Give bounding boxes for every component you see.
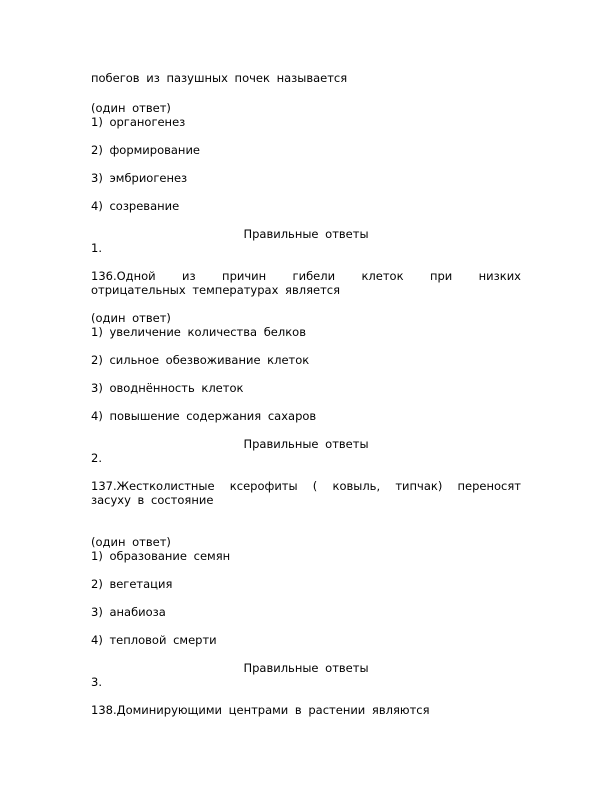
answer-mode: (один ответ) — [91, 311, 171, 325]
option-1: 1) образование семян — [91, 549, 231, 563]
option-3: 3) оводнённость клеток — [91, 381, 244, 395]
answers-heading: Правильные ответы — [243, 227, 369, 241]
option-2: 2) вегетация — [91, 577, 173, 591]
option-4: 4) повышение содержания сахаров — [91, 409, 317, 423]
answer-number: 3. — [91, 675, 102, 689]
question-136-line-2: отрицательных температурах является — [91, 283, 341, 297]
option-4: 4) тепловой смерти — [91, 633, 217, 647]
answer-number: 1. — [91, 241, 102, 255]
option-1: 1) органогенез — [91, 115, 186, 129]
option-4: 4) созревание — [91, 199, 180, 213]
answer-number: 2. — [91, 451, 102, 465]
option-1: 1) увеличение количества белков — [91, 325, 306, 339]
option-3: 3) анабиоза — [91, 605, 166, 619]
question-136-line-1: 136.Одной из причин гибели клеток при низких — [91, 269, 521, 283]
answers-heading: Правильные ответы — [243, 661, 369, 675]
answers-heading: Правильные ответы — [243, 437, 369, 451]
question-text-line: побегов из пазушных почек называется — [91, 71, 348, 85]
answer-mode: (один ответ) — [91, 101, 171, 115]
option-2: 2) сильное обезвоживание клеток — [91, 353, 310, 367]
question-137-line-1: 137.Жестколистные ксерофиты ( ковыль, типчак) переносят — [91, 479, 521, 493]
question-138-line-1: 138.Доминирующими центрами в растении являются — [91, 703, 430, 717]
option-2: 2) формирование — [91, 143, 201, 157]
answer-mode: (один ответ) — [91, 535, 171, 549]
question-137-line-2: засуху в состояние — [91, 493, 214, 507]
option-3: 3) эмбриогенез — [91, 171, 188, 185]
